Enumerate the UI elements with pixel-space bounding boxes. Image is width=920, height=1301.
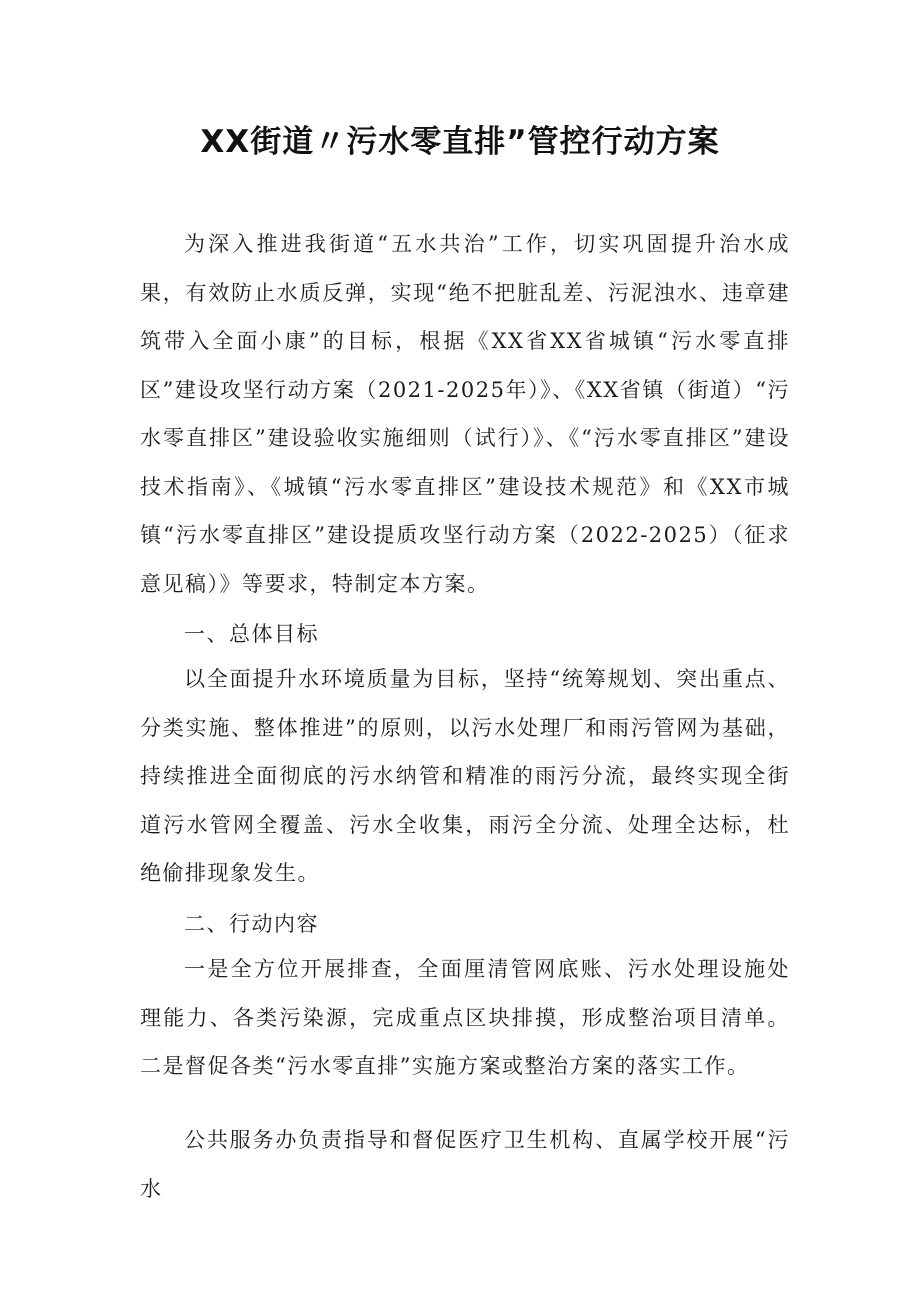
section-heading-goals: 一、总体目标 — [184, 622, 319, 646]
public-services-paragraph: 公共服务办负责指导和督促医疗卫生机构、直属学校开展“污水 — [140, 1128, 790, 1201]
goals-paragraph: 以全面提升水环境质量为目标，坚持“统筹规划、突出重点、分类实施、整体推进”的原则，以污水处理厂和雨污管网为基础，持续推进全面彻底的污水纳管和精准的雨污分流，最终实现全街道污水管网全覆盖、污水全收集，雨污全分流、处理全达标，杜绝偷排现象发生。 — [140, 667, 790, 885]
section-heading-actions: 二、行动内容 — [184, 912, 319, 936]
document-title: XX街道〃污水零直排”管控行动方案 — [200, 124, 720, 160]
intro-paragraph: 为深入推进我街道“五水共治”工作，切实巩固提升治水成果，有效防止水质反弹，实现“绝不把脏乱差、污泥浊水、违章建筑带入全面小康”的目标，根据《XX省XX省城镇“污水零直排区”建设攻坚行动方案（2021-2025年）》、《XX省镇（街道）“污水零直排区”建设验收实施细则（试行）》、《“污水零直排区”建设技术指南》、《城镇“污水零直排区”建设技术规范》和《XX市城镇“污水零直排区”建设提质攻坚行动方案（2022-2025）（征求意见稿）》等要求，特制定本方案。 — [140, 232, 790, 596]
actions-paragraph: 一是全方位开展排查，全面厘清管网底账、污水处理设施处理能力、各类污染源，完成重点区块排摸，形成整治项目清单。二是督促各类“污水零直排”实施方案或整治方案的落实工作。 — [140, 957, 790, 1078]
